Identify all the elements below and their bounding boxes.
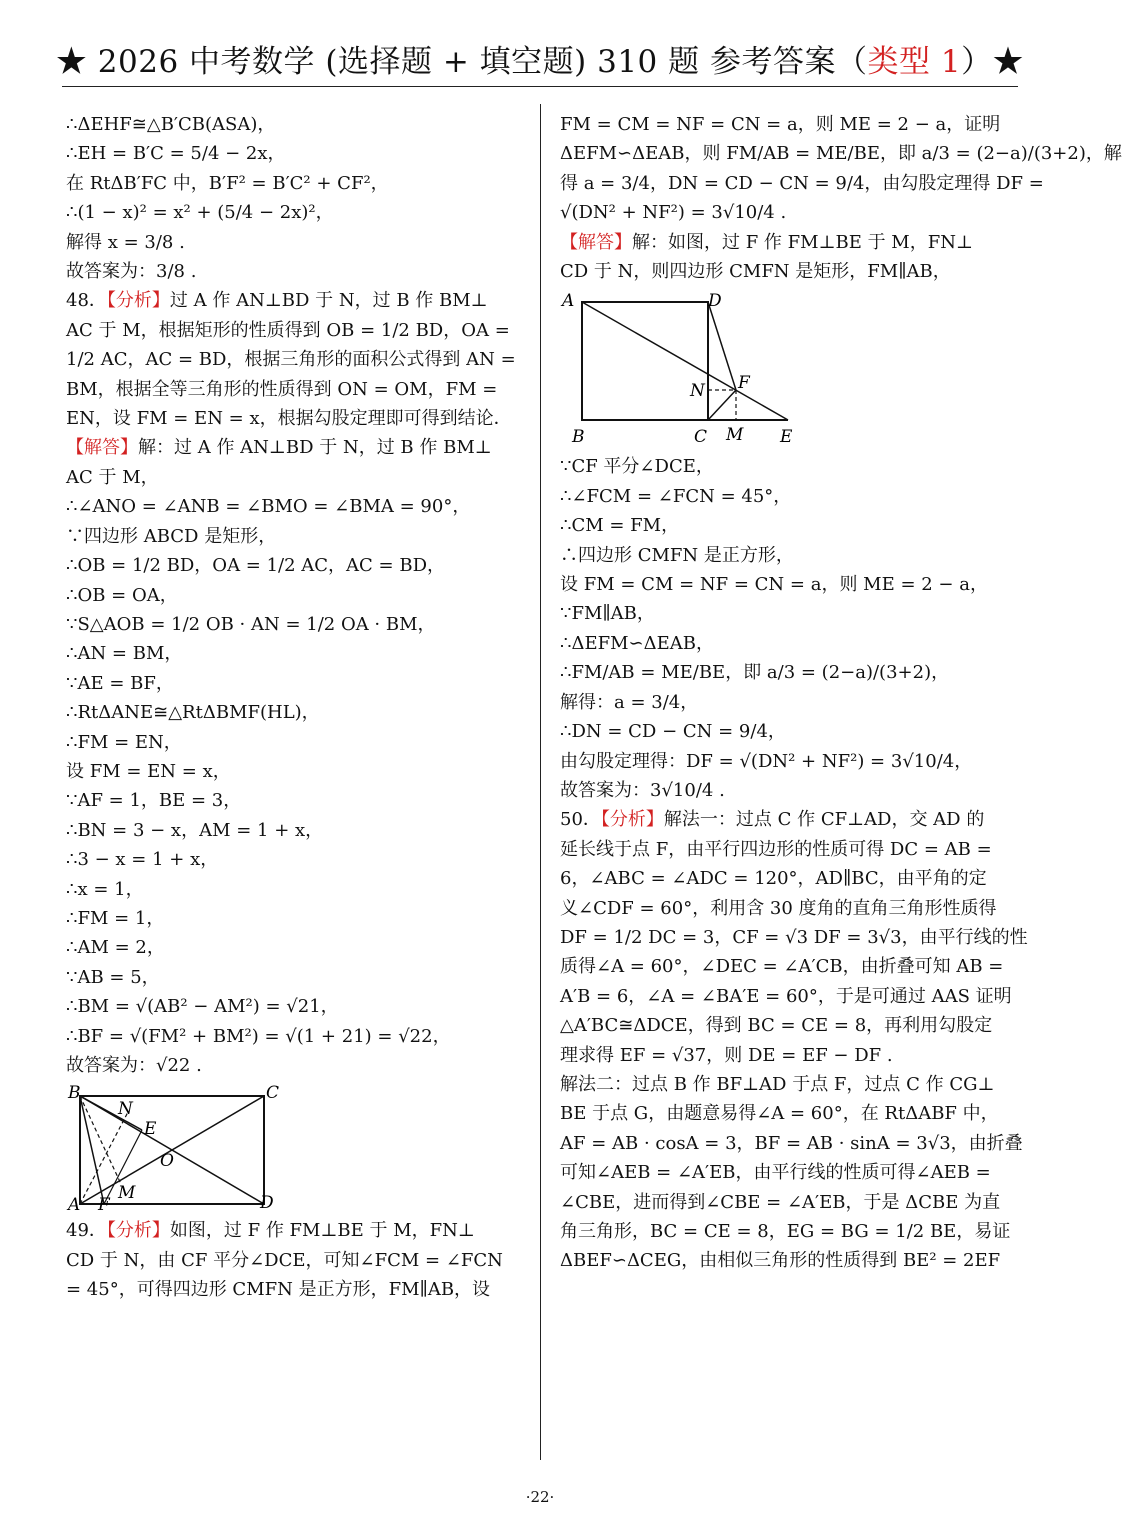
- text-line: 角三角形，BC = CE = 8，EG = BG = 1/2 BE，易证: [560, 1221, 1011, 1242]
- label-o: O: [160, 1151, 174, 1172]
- text-line: ∵AF = 1，BE = 3，: [66, 790, 242, 812]
- page-header: [0, 36, 1080, 81]
- text-line: 由勾股定理得：DF = √(DN² + NF²) = 3√10/4，: [560, 750, 973, 772]
- section-tag: 【解答】: [560, 231, 632, 253]
- text-line: 在 RtΔB′FC 中，B′F² = B′C² + CF²，: [66, 172, 389, 194]
- page-number: ·22·: [525, 1488, 555, 1506]
- text-line: ∴ΔEHF≅△B′CB(ASA)，: [66, 114, 276, 135]
- square-abcd: [582, 302, 708, 420]
- label-m: M: [726, 425, 744, 446]
- text-line: ∴FM = EN，: [66, 731, 182, 753]
- text-line: CD 于 N，则四边形 CMFN 是矩形，FM∥AB，: [560, 261, 951, 283]
- text-line: DF = 1/2 DC = 3，CF = √3 DF = 3√3，由平行线的性: [560, 926, 1028, 948]
- header-title-type: 类型 1: [867, 44, 962, 80]
- text-line: ∠CBE，进而得到∠CBE = ∠A′EB，于是 ΔCBE 为直: [560, 1191, 1001, 1213]
- text-line: △A′BC≅ΔDCE，得到 BC = CE = 8，再利用勾股定: [560, 1015, 993, 1037]
- text-line: 【解答】解：过 A 作 AN⊥BD 于 N，过 B 作 BM⊥: [66, 437, 492, 459]
- text-line: BE 于点 G，由题意易得∠A = 60°，在 RtΔABF 中，: [560, 1103, 999, 1125]
- square-figure-49: [560, 290, 1016, 446]
- label-c: C: [694, 427, 708, 448]
- text-line: ∴BN = 3 − x，AM = 1 + x，: [66, 819, 324, 841]
- figure-48-svg: [66, 1083, 280, 1216]
- text-line: A′B = 6，∠A = ∠BA′E = 60°，于是可通过 AAS 证明: [560, 985, 1012, 1007]
- segment-cf: [708, 390, 736, 420]
- text-line: ∴FM/AB = ME/BE，即 a/3 = (2−a)/(3+2)，: [560, 662, 950, 684]
- text-line: 得 a = 3/4，DN = CD − CN = 9/4，由勾股定理得 DF =: [560, 172, 1044, 194]
- text-line: ∴∠FCM = ∠FCN = 45°，: [560, 485, 792, 507]
- label-d: D: [708, 291, 722, 312]
- text-line: ∵AE = BF，: [66, 672, 174, 694]
- text-line: ∴BM = √(AB² − AM²) = √21，: [66, 996, 339, 1018]
- text-line: 故答案为：√22 .: [66, 1055, 202, 1076]
- label-b: B: [68, 1083, 81, 1104]
- text-line: 设 FM = CM = NF = CN = a，则 ME = 2 − a，: [560, 574, 988, 596]
- text-line: 理求得 EF = √37，则 DE = EF − DF .: [560, 1044, 893, 1066]
- text-line: 解得 x = 3/8 .: [66, 231, 185, 253]
- text-line: BM，根据全等三角形的性质得到 ON = OM，FM =: [66, 378, 498, 400]
- text-line: CD 于 N，由 CF 平分∠DCE，可知∠FCM = ∠FCN: [66, 1249, 503, 1271]
- text-line: EN，设 FM = EN = x，根据勾股定理即可得到结论．: [66, 408, 512, 430]
- header-divider: [62, 86, 1018, 87]
- text-line: ∴3 − x = 1 + x，: [66, 849, 219, 871]
- text-line: 【解答】解：如图，过 F 作 FM⊥BE 于 M，FN⊥: [560, 231, 973, 253]
- header-title-prefix: ★ 2026 中考数学 (选择题 + 填空题) 310 题 参考答案（: [55, 44, 868, 80]
- text-line: ∴CM = FM，: [560, 515, 680, 537]
- text-line: ∴(1 − x)² = x² + (5/4 − 2x)²，: [66, 202, 334, 224]
- text-line: 故答案为：3/8 .: [66, 261, 197, 283]
- text-line: ∴DN = CD − CN = 9/4，: [560, 721, 786, 743]
- text-line: 49．【分析】如图，过 F 作 FM⊥BE 于 M，FN⊥: [66, 1220, 475, 1242]
- section-tag: 【分析】: [600, 809, 664, 831]
- text-line: 解法二：过点 B 作 BF⊥AD 于点 F，过点 C 作 CG⊥: [560, 1073, 995, 1095]
- text-line: ∴x = 1，: [66, 878, 144, 900]
- label-f: F: [738, 373, 750, 394]
- text-line: 故答案为：3√10/4 .: [560, 779, 725, 801]
- rectangle-figure-48: [66, 1083, 522, 1216]
- text-line: AC 于 M，: [66, 466, 159, 488]
- section-tag: 【解答】: [66, 437, 138, 459]
- header-title-suffix: ）★: [961, 44, 1025, 80]
- text-line: 50．【分析】解法一：过点 C 作 CF⊥AD，交 AD 的: [560, 809, 985, 831]
- text-line: AC 于 M，根据矩形的性质得到 OB = 1/2 BD，OA =: [66, 319, 510, 341]
- text-line: ∴OB = OA，: [66, 584, 178, 606]
- column-divider: [540, 104, 541, 1460]
- text-line: 解得：a = 3/4，: [560, 691, 699, 713]
- figure-49-svg: [560, 290, 800, 446]
- text-line: ∴OB = 1/2 BD，OA = 1/2 AC，AC = BD，: [66, 555, 446, 577]
- text-line: 延长线于点 F，由平行四边形的性质可得 DC = AB =: [560, 838, 992, 860]
- section-tag: 【分析】: [106, 290, 170, 312]
- text-line: ∵S△AOB = 1/2 OB · AN = 1/2 OA · BM，: [66, 613, 436, 635]
- text-line: √(DN² + NF²) = 3√10/4 .: [560, 202, 787, 224]
- segment-bf: [80, 1096, 104, 1204]
- label-c: C: [266, 1083, 280, 1104]
- label-a: A: [562, 291, 575, 312]
- label-a: A: [68, 1195, 81, 1216]
- left-text-block-2: [66, 1216, 522, 1304]
- text-line: ∴AM = 2，: [66, 937, 165, 959]
- label-m: M: [118, 1183, 136, 1204]
- text-line: ∵CF 平分∠DCE，: [560, 456, 714, 478]
- text-line: ΔBEF∽ΔCEG，由相似三角形的性质得到 BE² = 2EF: [560, 1250, 1001, 1272]
- label-e: E: [144, 1119, 157, 1140]
- label-n: N: [690, 381, 705, 402]
- label-d: D: [260, 1193, 274, 1214]
- text-line: ∴四边形 CMFN 是正方形，: [560, 544, 794, 566]
- text-line: ∴FM = 1，: [66, 907, 165, 929]
- text-line: ∵四边形 ABCD 是矩形，: [66, 525, 277, 547]
- label-f: F: [98, 1195, 110, 1216]
- label-b: B: [572, 427, 585, 448]
- text-line: ΔEFM∽ΔEAB，则 FM/AB = ME/BE，即 a/3 = (2−a)/(3+2)，解: [560, 143, 1122, 165]
- text-line: ∵AB = 5，: [66, 966, 160, 988]
- left-column: [66, 110, 522, 1305]
- section-tag: 【分析】: [106, 1220, 170, 1242]
- right-column: [560, 110, 1122, 1276]
- left-text-block: [66, 110, 522, 1080]
- text-line: ∴BF = √(FM² + BM²) = √(1 + 21) = √22，: [66, 1025, 451, 1047]
- label-e: E: [780, 427, 793, 448]
- text-line: ∴AN = BM，: [66, 643, 183, 665]
- text-line: 48．【分析】过 A 作 AN⊥BD 于 N，过 B 作 BM⊥: [66, 290, 488, 312]
- text-line: = 45°，可得四边形 CMFN 是正方形，FM∥AB，设: [66, 1279, 491, 1301]
- text-line: 质得∠A = 60°，∠DEC = ∠A′CB，由折叠可知 AB =: [560, 956, 1004, 978]
- text-line: FM = CM = NF = CN = a，则 ME = 2 − a，证明: [560, 114, 1001, 135]
- text-line: ∴EH = B′C = 5/4 − 2x，: [66, 143, 286, 165]
- text-line: 6，∠ABC = ∠ADC = 120°，AD∥BC，由平角的定: [560, 868, 987, 890]
- text-line: ∴∠ANO = ∠ANB = ∠BMO = ∠BMA = 90°，: [66, 496, 471, 518]
- text-line: ∴ΔEFM∽ΔEAB，: [560, 632, 714, 654]
- text-line: 可知∠AEB = ∠A′EB，由平行线的性质可得∠AEB =: [560, 1162, 991, 1184]
- text-line: 义∠CDF = 60°，利用含 30 度角的直角三角形性质得: [560, 897, 997, 919]
- right-text-block: [560, 110, 1122, 286]
- text-line: ∴RtΔANE≅△RtΔBMF(HL)，: [66, 702, 320, 724]
- right-text-block-2: [560, 452, 1028, 1275]
- segment-ae: [582, 302, 788, 420]
- text-line: 1/2 AC，AC = BD，根据三角形的面积公式得到 AN =: [66, 349, 516, 371]
- segment-bm: [80, 1096, 121, 1184]
- label-n: N: [118, 1099, 133, 1120]
- text-line: AF = AB · cosA = 3，BF = AB · sinA = 3√3，由折叠: [560, 1132, 1023, 1154]
- text-line: ∵FM∥AB，: [560, 603, 655, 625]
- text-line: 设 FM = EN = x，: [66, 760, 231, 782]
